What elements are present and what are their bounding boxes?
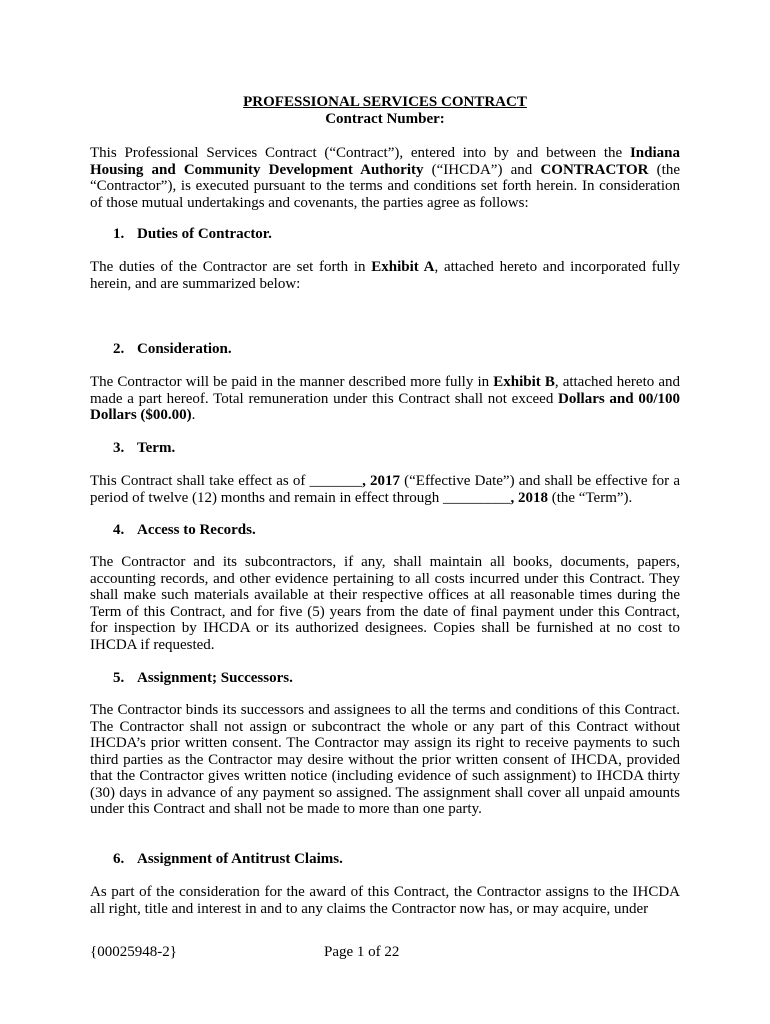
section-body-4: The Contractor and its subcontractors, if any, shall maintain all books, documents, papers, accounting records, and other evidence pertaining to all costs incurred under this Contract. They shall make such materials available at their respective offices at all reasonable times during the Term of this Contract, and for five (5) years from the date of final payment under this Contract, for inspection by IHCDA or its authorized designees. Copies shall be furnished at no cost to IHCDA if requested.: [90, 554, 680, 653]
section-heading-6: 6. Assignment of Antitrust Claims.: [113, 851, 343, 867]
document-title: PROFESSIONAL SERVICES CONTRACT: [243, 94, 527, 110]
section-heading-3: 3. Term.: [113, 440, 176, 456]
section-body-3: This Contract shall take effect as of _______, 2017 (“Effective Date”) and shall be effective for a period of twelve (12) months and remain in effect through _________, 2018 (the “Term”).: [90, 473, 680, 506]
section-body-5: The Contractor binds its successors and assignees to all the terms and conditions of this Contract. The Contractor shall not assign or subcontract the whole or any part of this Contract without IHCDA’s prior written consent. The Contractor may assign its right to receive payments to such third parties as the Contractor may desire without the prior written consent of IHCDA, provided that the Contractor gives written notice (including evidence of such assignment) to IHCDA thirty (30) days in advance of any payment so assigned. The assignment shall cover all unpaid amounts under this Contract and shall not be made to more than one party.: [90, 702, 680, 817]
footer-doc-id: {00025948-2}: [90, 944, 177, 960]
section-heading-1: 1. Duties of Contractor.: [113, 226, 272, 242]
footer-page-number: Page 1 of 22: [324, 944, 400, 960]
section-heading-5: 5. Assignment; Successors.: [113, 670, 293, 686]
section-body-2: The Contractor will be paid in the manner described more fully in Exhibit B, attached hereto and made a part hereof. Total remuneration under this Contract shall not exceed Dollars and 00/100 Dollars ($00.00).: [90, 374, 680, 423]
intro-paragraph: This Professional Services Contract (“Contract”), entered into by and between the Indiana Housing and Community Development Authority (“IHCDA”) and CONTRACTOR (the “Contractor”), is executed pursuant to the terms and conditions set forth herein. In consideration of those mutual undertakings and covenants, the parties agree as follows:: [90, 145, 680, 211]
section-heading-4: 4. Access to Records.: [113, 522, 256, 538]
section-heading-2: 2. Consideration.: [113, 341, 232, 357]
contract-number-label: Contract Number:: [325, 111, 445, 127]
section-body-1: The duties of the Contractor are set forth in Exhibit A, attached hereto and incorporated fully herein, and are summarized below:: [90, 259, 681, 292]
section-body-6: As part of the consideration for the award of this Contract, the Contractor assigns to the IHCDA all right, title and interest in and to any claims the Contractor now has, or may acquire, under: [90, 884, 680, 917]
